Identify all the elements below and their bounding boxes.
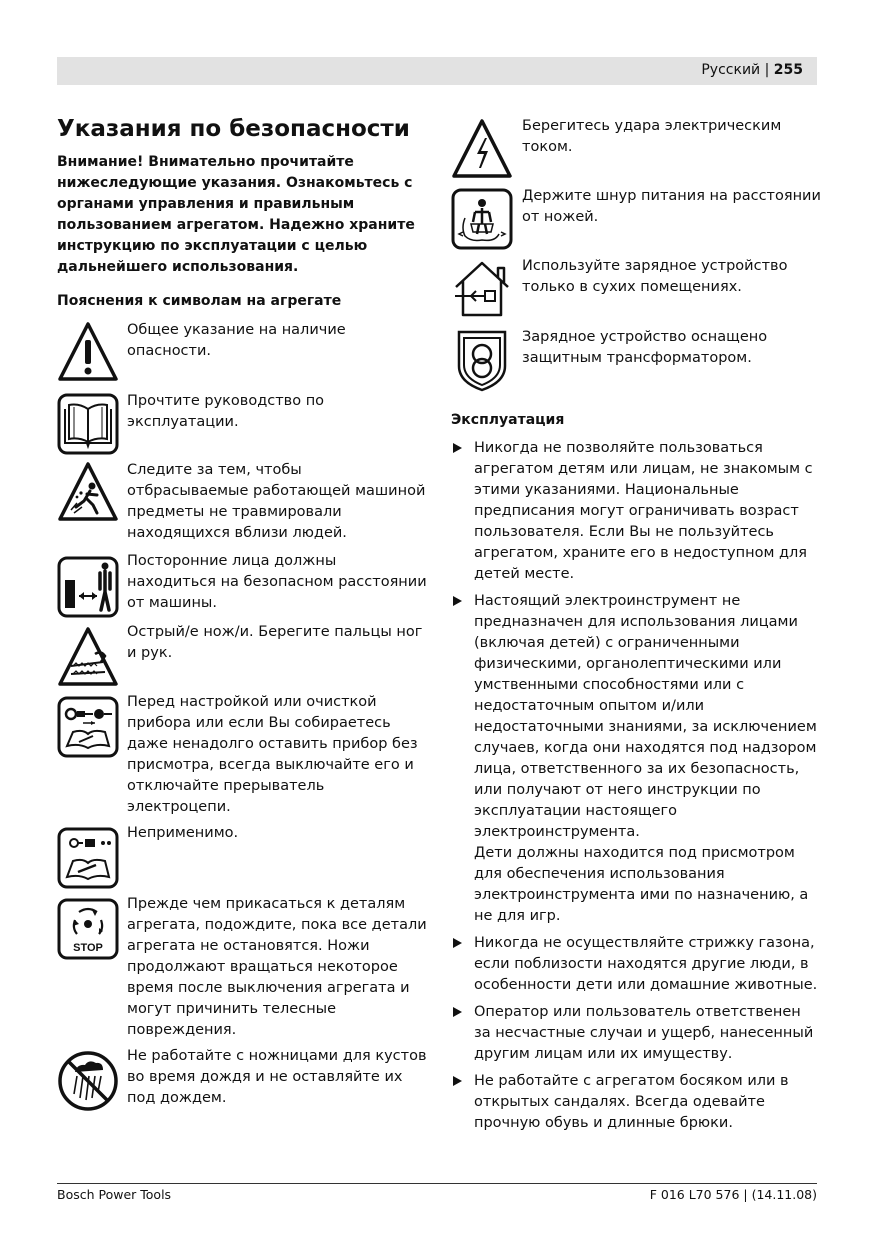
header-separator: | bbox=[764, 62, 770, 78]
page-header-bar bbox=[57, 57, 817, 85]
list-item bbox=[451, 1071, 821, 1134]
symbol-text-manual: Прочтите руководство по эксплуатации. bbox=[127, 393, 325, 430]
sharp-blades-icon bbox=[57, 626, 119, 688]
symbol-text-unplug: Перед настройкой или очисткой прибора или если Вы собираетесь даже ненадолго оставить прибор без присмотра, всегда выключайте его и отключайте прерыватель электроцепи. bbox=[127, 694, 418, 815]
symbol-text-cord: Держите шнур питания на расстоянии от ножей. bbox=[522, 188, 821, 225]
operation-bullet-list bbox=[451, 438, 821, 1140]
symbol-text-stop: Прежде чем прикасаться к деталям агрегата, подождите, пока все детали агрегата не остановятся. Ножи продолжают вращаться некоторое время после выключения агрегата и могут причинить телесные повреждения. bbox=[127, 896, 427, 1038]
bullet-text: Никогда не позволяйте пользоваться агрегатом детям или лицам, не знакомым с этими указаниями. Национальные предписания могут ограничивать возраст пользователя. Если Вы не пользуйтесь агрегатом, храните его в недоступном для детей месте. bbox=[474, 440, 813, 582]
danger-triangle-icon bbox=[57, 321, 119, 383]
wait-stop-icon bbox=[57, 898, 119, 960]
symbol-text-indoor: Используйте зарядное устройство только в сухих помещениях. bbox=[522, 258, 788, 295]
warning-paragraph: Внимание! Внимательно прочитайте нижеследующие указания. Ознакомьтесь с органами управления и правильным пользованием агрегатом. Надежно храните инструкцию по эксплуатации с целью дальнейшего использования. bbox=[57, 154, 415, 275]
header-page-number: 255 bbox=[773, 62, 803, 78]
symbol-text-no-rain: Не работайте с ножницами для кустов во время дождя и не оставляйте их под дождем. bbox=[127, 1048, 427, 1106]
symbol-text-not-applicable: Неприменимо. bbox=[127, 825, 239, 841]
bullet-arrow-icon bbox=[453, 1076, 462, 1086]
stop-icon-label: STOP bbox=[73, 942, 103, 954]
list-item bbox=[451, 591, 821, 927]
symbol-text-thrown-objects: Следите за тем, чтобы отбрасываемые работающей машиной предметы не травмировали находящихся вблизи людей. bbox=[127, 462, 426, 541]
keep-distance-icon bbox=[57, 556, 119, 618]
symbol-text-blades: Острый/е нож/и. Берегите пальцы ног и рук. bbox=[127, 624, 423, 661]
safety-transformer-icon bbox=[451, 330, 513, 392]
bullet-arrow-icon bbox=[453, 443, 462, 453]
bullet-text-extra: Дети должны находится под присмотром для обеспечения использования электроинструмента ими по назначению, а не для игр. bbox=[474, 845, 809, 924]
header-text bbox=[701, 62, 803, 78]
footer-left: Bosch Power Tools bbox=[57, 1187, 172, 1202]
bullet-text: Не работайте с агрегатом босяком или в открытых сандалях. Всегда одевайте прочную обувь и длинные брюки. bbox=[474, 1073, 789, 1131]
header-language: Русский bbox=[701, 62, 761, 78]
bullet-arrow-icon bbox=[453, 938, 462, 948]
footer-right: F 016 L70 576 | (14.11.08) bbox=[649, 1187, 817, 1202]
list-item bbox=[451, 1002, 821, 1065]
symbol-text-danger: Общее указание на наличие опасности. bbox=[127, 322, 346, 359]
operation-heading: Эксплуатация bbox=[451, 412, 565, 428]
list-item bbox=[451, 438, 821, 585]
indoor-use-icon bbox=[451, 258, 513, 320]
bullet-text: Оператор или пользователь ответственен за несчастные случаи и ущерб, нанесенный другим лицам или их имуществу. bbox=[474, 1004, 814, 1062]
page-title: Указания по безопасности bbox=[57, 116, 410, 142]
unplug-before-service-icon bbox=[57, 696, 119, 758]
bullet-arrow-icon bbox=[453, 1007, 462, 1017]
bullet-text: Никогда не осуществляйте стрижку газона, если поблизости находятся другие люди, в особенности дети или домашние животные. bbox=[474, 935, 818, 993]
bullet-arrow-icon bbox=[453, 596, 462, 606]
no-rain-icon bbox=[57, 1050, 119, 1112]
electric-shock-icon bbox=[451, 118, 513, 180]
symbol-text-transformer: Зарядное устройство оснащено защитным трансформатором. bbox=[522, 329, 768, 366]
thrown-objects-icon bbox=[57, 461, 119, 523]
read-manual-icon bbox=[57, 393, 119, 455]
symbol-text-keep-distance: Посторонние лица должны находиться на безопасном расстоянии от машины. bbox=[127, 553, 427, 611]
symbol-text-electric: Берегитесь удара электрическим током. bbox=[522, 118, 782, 155]
footer-rule bbox=[57, 1183, 817, 1184]
list-item bbox=[451, 933, 821, 996]
bullet-text: Настоящий электроинструмент не предназначен для использования лицами (включая детей) с ограниченными физическими, органолептическими или умственными способностями или с недостаточным опытом и/или недостаточными знаниями, за исключением случаев, когда они находятся под надзором лица, ответственного за их безопасность, или получают от него инструкции по эксплуатации настоящего электроинструмента. bbox=[474, 593, 817, 840]
not-applicable-icon bbox=[57, 827, 119, 889]
symbols-heading: Пояснения к символам на агрегате bbox=[57, 293, 342, 309]
cord-away-icon bbox=[451, 188, 513, 250]
